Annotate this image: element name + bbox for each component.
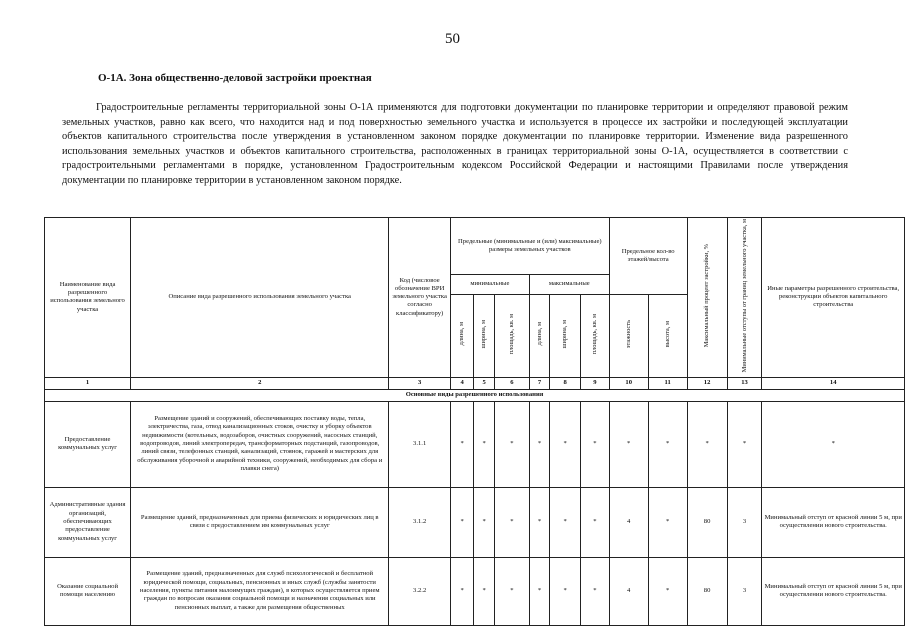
row-name: Административные здания организаций, обеспечивающих предоставление коммунальных услуг [45, 487, 131, 557]
column-number: 5 [474, 377, 495, 389]
row-length-max: * [529, 557, 550, 625]
row-setback: 3 [727, 557, 762, 625]
section-row [45, 389, 905, 401]
header-maximal: максимальные [529, 275, 609, 295]
row-params: Минимальный отступ от красной линии 5 м, при осуществлении нового строительства. [762, 487, 905, 557]
header-length-min: длина, м [450, 294, 474, 377]
column-number: 13 [727, 377, 762, 389]
row-area-min: * [494, 487, 529, 557]
row-params: * [762, 401, 905, 487]
row-name: Оказание социальной помощи населению [45, 557, 131, 625]
column-number-row [45, 377, 905, 389]
row-name: Предоставление коммунальных услуг [45, 401, 131, 487]
row-width-min: * [474, 401, 495, 487]
row-code: 3.1.1 [389, 401, 451, 487]
row-coverage: 80 [687, 487, 727, 557]
header-area-min: площадь, кв. м [494, 294, 529, 377]
row-setback: 3 [727, 487, 762, 557]
row-floors: 4 [609, 557, 648, 625]
column-number: 3 [389, 377, 451, 389]
row-area-max: * [581, 487, 610, 557]
column-number: 6 [494, 377, 529, 389]
header-width-max: ширина, м [550, 294, 581, 377]
row-description: Размещение зданий, предназначенных для служб психологической и бесплатной юридической помощи, социальных, пенсионных и иных служб (службы занятости населения, пункты питания малоимущих граждан), в которых осуществляется прием граждан по вопросам оказания социальной помощи и назначения социальных или пенсионных выплат, а также для размещения общественных [131, 557, 389, 625]
row-area-max: * [581, 557, 610, 625]
row-length-max: * [529, 401, 550, 487]
table-row [45, 557, 905, 625]
header-name: Наименование вида разрешенного использования земельного участка [45, 218, 131, 378]
header-length-max: длина, м [529, 294, 550, 377]
header-area-max: площадь, кв. м [581, 294, 610, 377]
row-code: 3.1.2 [389, 487, 451, 557]
column-number: 7 [529, 377, 550, 389]
intro-paragraph: Градостроительные регламенты территориальной зоны О-1А применяются для подготовки документации по планировке территории и определяют правовой режим земельных участков, равно как всего, что находится над и под поверхностью земельного участка и используется в процессе их застройки и последующей эксплуатации объектов капитального строительства после утверждения в установленном законом порядке документации по планировке территории. Изменение вида разрешенного использования земельных участков и объектов капитального строительства, расположенных в границах территориальной зоны О-1А, осуществляется в соответствии с градостроительными регламентами в порядке, установленном Градостроительным кодексом Российской Федерации и настоящими Правилами после утверждения документации по планировке территории в установленном законом порядке. [62, 102, 848, 186]
row-height: * [648, 401, 687, 487]
row-width-min: * [474, 487, 495, 557]
row-description: Размещение зданий, предназначенных для приема физических и юридических лиц в связи с предоставлением им коммунальных услуг [131, 487, 389, 557]
column-number: 9 [581, 377, 610, 389]
header-width-min: ширина, м [474, 294, 495, 377]
column-number: 12 [687, 377, 727, 389]
row-coverage: * [687, 401, 727, 487]
row-description: Размещение зданий и сооружений, обеспечивающих поставку воды, тепла, электричества, газа, отвод канализационных стоков, очистку и уборку объектов недвижимости (котельных, водозаборов, очистных сооружений, насосных станций, водопроводов, линий электропередач, трансформаторных подстанций, газопроводов, линий связи, телефонных станций, канализаций, стоянок, гаражей и мастерских для обслуживания уборочной и аварийной техники, сооружений, необходимых для сбора и плавки снега) [131, 401, 389, 487]
column-number: 11 [648, 377, 687, 389]
row-setback: * [727, 401, 762, 487]
row-code: 3.2.2 [389, 557, 451, 625]
header-floors: этажность [609, 294, 648, 377]
header-code: Код (числовое обозначение ВРИ земельного участка согласно классификатору) [389, 218, 451, 378]
row-height: * [648, 557, 687, 625]
regulations-table [44, 217, 905, 626]
row-length-max: * [529, 487, 550, 557]
row-floors: * [609, 401, 648, 487]
header-minimal: минимальные [450, 275, 529, 295]
column-number: 2 [131, 377, 389, 389]
header-height: высота, м [648, 294, 687, 377]
header-params: Иные параметры разрешенного строительства, реконструкции объектов капитального строительства [762, 218, 905, 378]
row-width-min: * [474, 557, 495, 625]
header-floors-group: Предельное кол-во этажей/высота [609, 218, 687, 295]
row-length-min: * [450, 487, 474, 557]
column-number: 8 [550, 377, 581, 389]
row-area-max: * [581, 401, 610, 487]
table-row [45, 487, 905, 557]
zone-heading: О-1А. Зона общественно-деловой застройки проектная [98, 72, 372, 84]
row-floors: 4 [609, 487, 648, 557]
row-length-min: * [450, 557, 474, 625]
header-description: Описание вида разрешенного использования земельного участка [131, 218, 389, 378]
header-coverage: Максимальный процент застройки, % [687, 218, 727, 378]
row-coverage: 80 [687, 557, 727, 625]
column-number: 4 [450, 377, 474, 389]
row-length-min: * [450, 401, 474, 487]
section-title: Основные виды разрешенного использования [45, 389, 905, 401]
header-setback: Минимальные отступы от границ земельного участка, м [727, 218, 762, 378]
column-number: 1 [45, 377, 131, 389]
row-params: Минимальный отступ от красной линии 5 м, при осуществлении нового строительства. [762, 557, 905, 625]
row-width-max: * [550, 557, 581, 625]
column-number: 10 [609, 377, 648, 389]
table-row [45, 401, 905, 487]
row-width-max: * [550, 487, 581, 557]
page-number: 50 [445, 31, 460, 47]
row-width-max: * [550, 401, 581, 487]
header-size-group: Предельные (минимальные и (или) максимальные) размеры земельных участков [450, 218, 609, 275]
row-area-min: * [494, 401, 529, 487]
row-area-min: * [494, 557, 529, 625]
row-height: * [648, 487, 687, 557]
column-number: 14 [762, 377, 905, 389]
